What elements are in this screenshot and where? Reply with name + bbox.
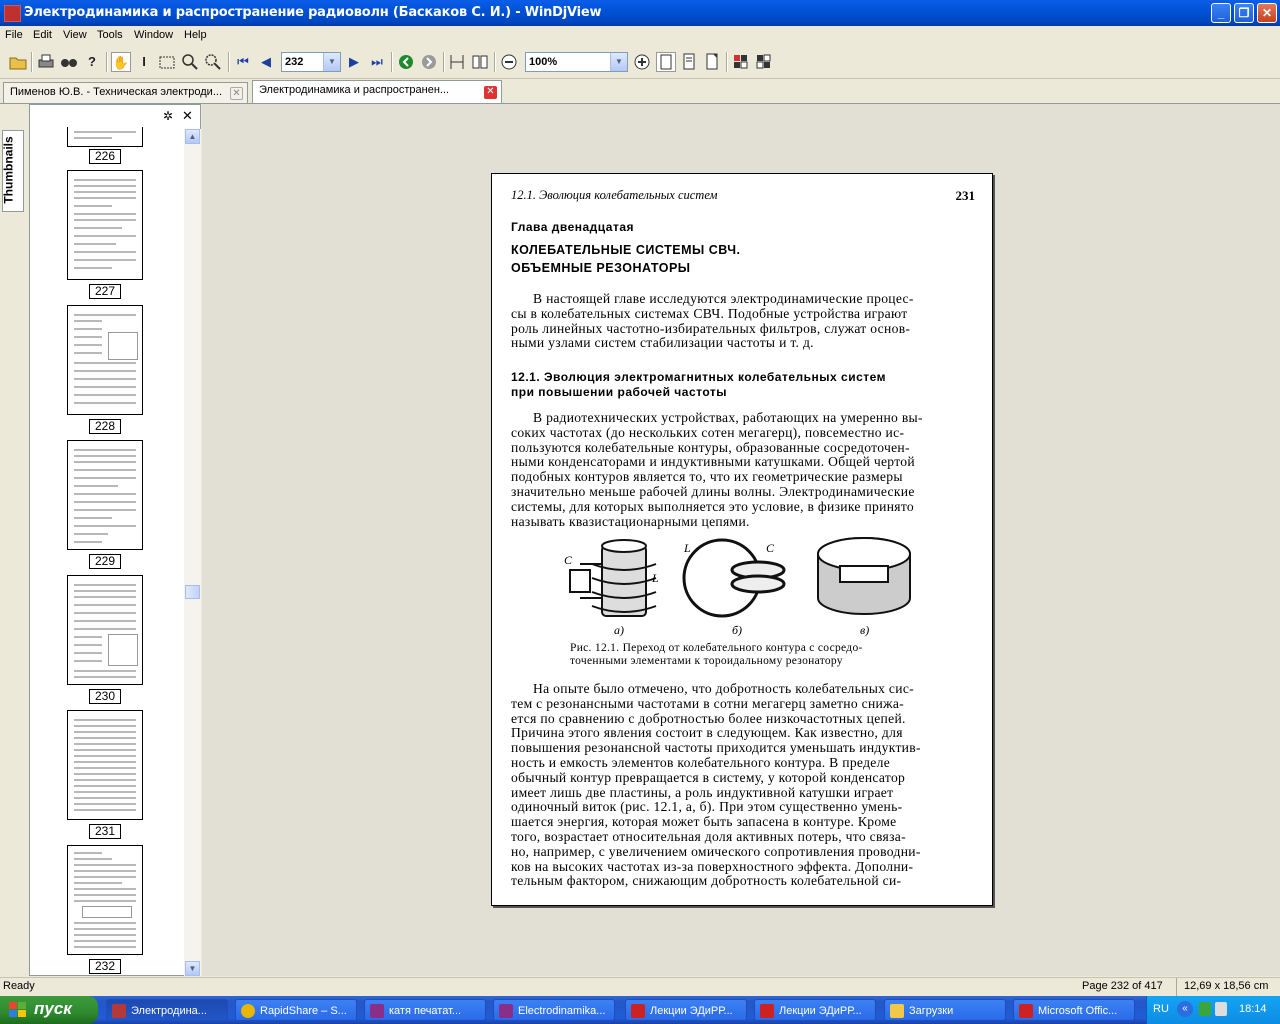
chevron-down-icon[interactable]: ▼ (610, 53, 627, 71)
close-icon[interactable]: ✕ (182, 108, 193, 123)
thumbnail-figure (82, 906, 132, 918)
start-label: пуск (34, 999, 72, 1018)
thumbnail-label: 228 (89, 419, 121, 434)
find-icon[interactable] (59, 52, 79, 72)
close-tab-icon[interactable]: ✕ (230, 87, 243, 100)
task-office[interactable]: Microsoft Offic... (1013, 999, 1135, 1021)
thumbnail-label: 227 (89, 284, 121, 299)
figure-coil (570, 540, 656, 616)
select-rect-icon[interactable] (157, 52, 177, 72)
figure-12-1 (562, 534, 922, 639)
task-lectures-1[interactable]: Лекции ЭДиРР... (625, 999, 747, 1021)
section-heading: при повышении рабочей частоты (511, 385, 727, 399)
menu-file[interactable]: File (5, 29, 23, 41)
section-heading: 12.1. Эволюция электромагнитных колебательных систем (511, 370, 887, 384)
gear-icon[interactable]: ✲ (163, 109, 174, 123)
zoom-in-icon[interactable] (632, 52, 652, 72)
thumbnail-page[interactable] (67, 305, 143, 415)
zoom-combo[interactable] (525, 52, 628, 72)
task-windjview[interactable]: Электродина... (106, 999, 228, 1021)
windows-logo-icon (8, 1001, 28, 1019)
title-bar[interactable] (0, 0, 1280, 26)
task-winrar-1[interactable]: катя печатат... (364, 999, 486, 1021)
clock: 18:14 (1239, 1003, 1267, 1015)
chapter-label: Глава двенадцатая (511, 220, 635, 234)
facing-icon[interactable] (702, 52, 722, 72)
help-icon[interactable]: ? (88, 54, 96, 69)
thumbnails-panel (29, 104, 201, 976)
thumbnail-page[interactable] (67, 710, 143, 820)
maximize-button[interactable]: ❐ (1234, 3, 1254, 23)
tab-label: Электродинамика и распространен... (259, 84, 450, 96)
zoom-out-icon[interactable] (499, 52, 519, 72)
status-text: Ready (3, 980, 35, 992)
thumbnail-page[interactable] (67, 440, 143, 550)
zoom-value: 100% (529, 56, 558, 68)
system-tray (1146, 996, 1280, 1024)
network-icon[interactable] (1199, 1002, 1211, 1016)
task-winrar-2[interactable]: Electrodinamika... (493, 999, 615, 1021)
figure-label-c2: C (766, 541, 775, 555)
figure-caption: Рис. 12.1. Переход от колебательного контура с сосредо- точенными элементами к тороидальному резонатору (570, 642, 863, 667)
chevron-down-icon[interactable]: ▼ (323, 53, 340, 71)
security-icon[interactable] (1215, 1002, 1227, 1016)
chapter-title-line: КОЛЕБАТЕЛЬНЫЕ СИСТЕМЫ СВЧ. (511, 243, 741, 257)
layout-mode-icon[interactable] (754, 52, 774, 72)
intro-paragraph: В настоящей главе исследуются электродинамические процес- сы в колебательных системах СВЧ. Подобные устройства играют роль линейных частотно-избирательных фильтров, служат основ- ными узлами систем стабилизации частоты и т. д. (511, 291, 914, 351)
figure-label-c: в) (860, 623, 870, 637)
tab-pimenov[interactable] (3, 82, 248, 103)
start-button[interactable] (0, 996, 98, 1024)
hand-tool-icon[interactable]: ✋ (111, 52, 131, 72)
figure-label-c1: C (564, 553, 573, 567)
open-folder-icon[interactable] (8, 52, 28, 72)
continuous-icon[interactable] (679, 52, 699, 72)
figure-label-a: а) (614, 623, 624, 637)
thumbnails-scrollbar[interactable] (184, 129, 201, 976)
collapse-tray-icon[interactable]: « (1177, 1001, 1193, 1017)
menu-view[interactable]: View (63, 29, 87, 41)
status-bar (0, 977, 1280, 997)
scroll-down-icon[interactable]: ▼ (185, 961, 200, 976)
document-page[interactable] (491, 173, 993, 906)
previous-page-icon[interactable]: ◀ (261, 54, 271, 69)
thumbnail-label: 229 (89, 554, 121, 569)
thumbnail-label: 232 (89, 959, 121, 974)
status-page-size: 12,69 x 18,56 cm (1184, 980, 1269, 992)
menu-bar (0, 26, 1280, 45)
scroll-up-icon[interactable]: ▲ (185, 129, 200, 144)
thumbnail-figure (108, 634, 138, 666)
print-icon[interactable] (36, 52, 56, 72)
figure-toroidal-resonator (818, 538, 910, 614)
task-chrome[interactable]: RapidShare – S... (235, 999, 357, 1021)
minimize-button[interactable]: _ (1211, 3, 1231, 23)
menu-window[interactable]: Window (134, 29, 174, 41)
running-head: 12.1. Эволюция колебательных систем (511, 188, 718, 202)
display-mode-icon[interactable] (731, 52, 751, 72)
page-number-value: 232 (285, 56, 304, 68)
figure-label-l1: L (652, 571, 659, 585)
task-downloads[interactable]: Загрузки (884, 999, 1006, 1021)
last-page-icon[interactable]: ⏭ (371, 54, 383, 69)
document-tabs (0, 79, 1280, 104)
zoom-icon[interactable] (180, 52, 200, 72)
thumbnail-page[interactable] (67, 575, 143, 685)
thumbnails-tab-label: Thumbnails (1, 136, 16, 204)
thumbnail-page[interactable] (67, 127, 143, 147)
tab-thumbnails[interactable] (2, 130, 24, 212)
select-text-icon[interactable]: I (142, 54, 146, 69)
tab-label: Пименов Ю.В. - Техническая электроди... (10, 86, 222, 98)
thumbnail-label: 226 (89, 149, 121, 164)
thumbnail-page-current[interactable] (67, 845, 143, 955)
page-number-combo[interactable] (281, 52, 341, 72)
close-tab-icon[interactable]: ✕ (484, 86, 497, 99)
language-indicator[interactable]: RU (1153, 1003, 1169, 1015)
single-page-icon[interactable] (656, 52, 676, 72)
thumbnail-page[interactable] (67, 170, 143, 280)
paragraph: В радиотехнических устройствах, работающих на умеренно вы- соких частотах (до нескольких сотен мегагерц), повсеместно ис- пользуются колебательные контуры, образованные сосредоточен- ными конденсаторами и индуктивными катушками. Общей чертой подобных контуров является то, что их геометрические размеры значительно меньше рабочей длины волны. Электродинамические системы, для которых выполняется это условие, в физике принято называть квазистационарными цепями. (511, 410, 923, 529)
status-page-count: Page 232 of 417 (1082, 980, 1163, 992)
thumbnail-figure (108, 332, 138, 360)
window-title: Электродинамика и распространение радиоволн (Баскаков С. И.) - WinDjView (24, 5, 602, 20)
close-button[interactable]: ✕ (1257, 3, 1277, 23)
app-icon (4, 5, 21, 22)
page-number: 231 (955, 188, 975, 203)
scroll-thumb[interactable] (185, 585, 200, 599)
menu-edit[interactable]: Edit (33, 29, 52, 41)
forward-icon[interactable] (419, 52, 439, 72)
thumbnail-label: 231 (89, 824, 121, 839)
fit-page-icon[interactable] (447, 52, 467, 72)
toolbar (0, 45, 1280, 79)
task-lectures-2[interactable]: Лекции ЭДиРР... (754, 999, 876, 1021)
zoom-rect-icon[interactable] (203, 52, 223, 72)
menu-tools[interactable]: Tools (97, 29, 123, 41)
next-page-icon[interactable]: ▶ (349, 54, 359, 69)
chapter-title-line: ОБЪЕМНЫЕ РЕЗОНАТОРЫ (511, 261, 691, 275)
tab-baskakov[interactable] (252, 80, 502, 103)
thumbnail-label: 230 (89, 689, 121, 704)
figure-label-l2: L (684, 541, 691, 555)
figure-label-b: б) (732, 623, 743, 637)
two-page-icon[interactable] (470, 52, 490, 72)
first-page-icon[interactable]: ⏮ (237, 54, 249, 69)
back-icon[interactable] (396, 52, 416, 72)
paragraph: На опыте было отмечено, что добротность колебательных сис- тем с резонансными частотами в сотни мегагерц заметно снижа- ется по сравнению с добротностью более низкочастотных цепей. Причина этого явления состоит в следующем. Как известно, для повышения резонансной частоты приходится уменьшать индуктив- ность и емкость элементов колебательного контура. В пределе обычный контур превращается в систему, у которой конденсатор имеет лишь две пластины, а роль индуктивной катушки играет одиночный виток (рис. 12.1, а, б). При этом существенно умень- шается энергия, которая может быть запасена в контуре. Кроме того, возрастает относительная доля активных потерь, что связа- но, например, с увеличением омического сопротивления проводни- ков на высоких частотах из-за поверхностного эффекта. Дополни- тельным фактором, снижающим добротность колебательной си- (511, 681, 921, 889)
menu-help[interactable]: Help (184, 29, 207, 41)
